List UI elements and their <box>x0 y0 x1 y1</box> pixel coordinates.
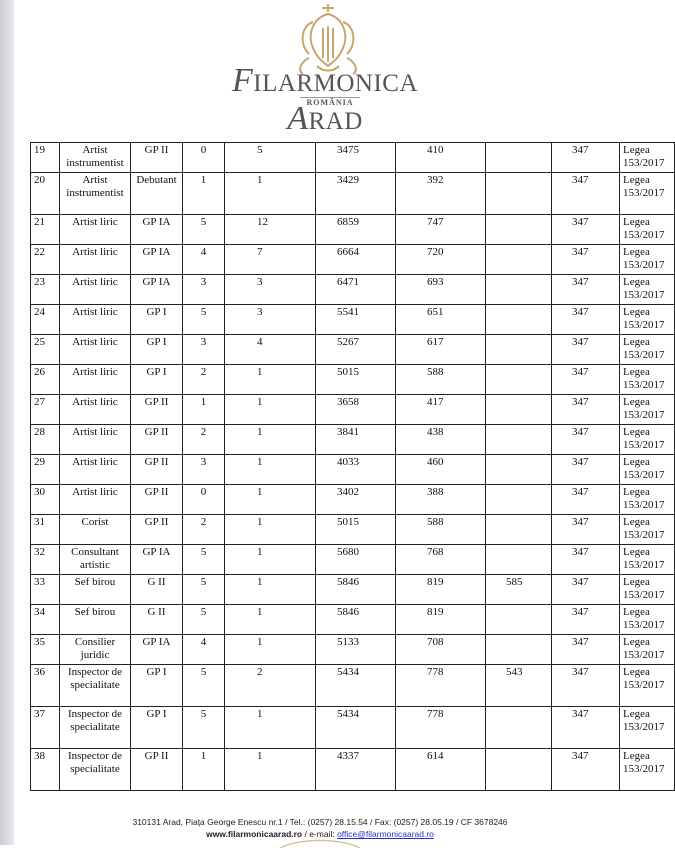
table-row <box>31 455 675 485</box>
cell-c5: 12 <box>225 215 316 245</box>
cell-c4: 5 <box>183 545 225 575</box>
cell-c6: 3429 <box>316 173 396 215</box>
cell-grad: Debutant <box>131 173 183 215</box>
cell-nr: 37 <box>31 707 60 749</box>
cell-c4: 1 <box>183 395 225 425</box>
cell-c10: Legea 153/2017 <box>620 707 675 749</box>
cell-c8 <box>486 395 552 425</box>
cell-nr: 27 <box>31 395 60 425</box>
cell-c8: 585 <box>486 575 552 605</box>
cell-c4: 2 <box>183 365 225 395</box>
cell-c6: 4033 <box>316 455 396 485</box>
cell-c5: 7 <box>225 245 316 275</box>
cell-c5: 1 <box>225 545 316 575</box>
cell-c8 <box>486 455 552 485</box>
cell-c5: 1 <box>225 395 316 425</box>
cell-c7: 392 <box>396 173 486 215</box>
cell-c7: 693 <box>396 275 486 305</box>
cell-grad: GP II <box>131 515 183 545</box>
cell-c6: 5541 <box>316 305 396 335</box>
cell-c7: 460 <box>396 455 486 485</box>
cell-c4: 4 <box>183 245 225 275</box>
cell-c10: Legea 153/2017 <box>620 305 675 335</box>
cell-c6: 3658 <box>316 395 396 425</box>
cell-c7: 778 <box>396 707 486 749</box>
cell-c7: 388 <box>396 485 486 515</box>
cell-grad: GP IA <box>131 635 183 665</box>
cell-c6: 5846 <box>316 575 396 605</box>
cell-grad: GP II <box>131 749 183 791</box>
cell-c6: 5680 <box>316 545 396 575</box>
cell-functie: Inspector de specialitate <box>60 707 131 749</box>
cell-c7: 417 <box>396 395 486 425</box>
cell-nr: 23 <box>31 275 60 305</box>
cell-functie: Consultant artistic <box>60 545 131 575</box>
cell-c10: Legea 153/2017 <box>620 545 675 575</box>
cell-functie: Artist liric <box>60 245 131 275</box>
table-row <box>31 575 675 605</box>
cell-nr: 30 <box>31 485 60 515</box>
cell-c8 <box>486 143 552 173</box>
table-row <box>31 749 675 791</box>
cell-c8 <box>486 605 552 635</box>
cell-functie: Artist instrumentist <box>60 143 131 173</box>
cell-c9: 347 <box>552 335 620 365</box>
cell-c8 <box>486 173 552 215</box>
cell-nr: 35 <box>31 635 60 665</box>
cell-grad: G II <box>131 605 183 635</box>
cell-c8 <box>486 485 552 515</box>
cell-c10: Legea 153/2017 <box>620 575 675 605</box>
cell-nr: 24 <box>31 305 60 335</box>
cell-functie: Artist liric <box>60 395 131 425</box>
cell-nr: 33 <box>31 575 60 605</box>
cell-c7: 768 <box>396 545 486 575</box>
cell-c4: 5 <box>183 605 225 635</box>
cell-c10: Legea 153/2017 <box>620 515 675 545</box>
cell-c10: Legea 153/2017 <box>620 749 675 791</box>
cell-functie: Artist liric <box>60 485 131 515</box>
cell-c5: 1 <box>225 605 316 635</box>
cell-grad: GP IA <box>131 215 183 245</box>
table-row <box>31 365 675 395</box>
footer-address: 310131 Arad, Piața George Enescu nr.1 / Tel.: (0257) 28.15.54 / Fax: (0257) 28.05.19 / CF 3678246 <box>132 817 508 827</box>
cell-c4: 4 <box>183 635 225 665</box>
cell-functie: Inspector de specialitate <box>60 749 131 791</box>
cell-c10: Legea 153/2017 <box>620 245 675 275</box>
cell-c5: 1 <box>225 173 316 215</box>
cell-nr: 38 <box>31 749 60 791</box>
table-row <box>31 665 675 707</box>
table-row <box>31 335 675 365</box>
cell-c5: 1 <box>225 749 316 791</box>
cell-c10: Legea 153/2017 <box>620 665 675 707</box>
cell-c7: 819 <box>396 575 486 605</box>
cell-grad: GP I <box>131 365 183 395</box>
cell-c6: 6664 <box>316 245 396 275</box>
cell-functie: Artist liric <box>60 215 131 245</box>
country-label: ROMÂNIA <box>300 97 360 107</box>
cell-c4: 5 <box>183 215 225 245</box>
cell-nr: 32 <box>31 545 60 575</box>
cell-c5: 1 <box>225 707 316 749</box>
brand-initial-a: A <box>287 100 309 137</box>
cell-c9: 347 <box>552 545 620 575</box>
cell-c4: 1 <box>183 749 225 791</box>
cell-nr: 25 <box>31 335 60 365</box>
cell-c9: 347 <box>552 485 620 515</box>
footer-email-link[interactable]: office@filarmonicaarad.ro <box>337 829 434 839</box>
cell-functie: Artist liric <box>60 365 131 395</box>
cell-nr: 26 <box>31 365 60 395</box>
footer-email-label: / e-mail: <box>302 829 338 839</box>
cell-c9: 347 <box>552 143 620 173</box>
cell-c4: 5 <box>183 575 225 605</box>
cell-functie: Artist liric <box>60 335 131 365</box>
cell-c4: 0 <box>183 485 225 515</box>
cell-c9: 347 <box>552 515 620 545</box>
cell-c7: 651 <box>396 305 486 335</box>
table-row <box>31 395 675 425</box>
brand-word-2: RAD <box>308 108 363 135</box>
cell-c9: 347 <box>552 305 620 335</box>
cell-c8 <box>486 305 552 335</box>
cell-functie: Artist liric <box>60 455 131 485</box>
cell-c4: 1 <box>183 173 225 215</box>
cell-grad: GP II <box>131 455 183 485</box>
cell-c4: 0 <box>183 143 225 173</box>
cell-c8 <box>486 365 552 395</box>
cell-c9: 347 <box>552 635 620 665</box>
cell-c5: 2 <box>225 665 316 707</box>
cell-c4: 3 <box>183 455 225 485</box>
cell-c10: Legea 153/2017 <box>620 635 675 665</box>
cell-c10: Legea 153/2017 <box>620 275 675 305</box>
cell-c5: 1 <box>225 515 316 545</box>
cell-c8 <box>486 749 552 791</box>
cell-nr: 31 <box>31 515 60 545</box>
cell-c8 <box>486 707 552 749</box>
cell-c6: 5434 <box>316 707 396 749</box>
cell-c4: 2 <box>183 425 225 455</box>
cell-c10: Legea 153/2017 <box>620 455 675 485</box>
cell-c9: 347 <box>552 365 620 395</box>
cell-c8 <box>486 635 552 665</box>
cell-c9: 347 <box>552 173 620 215</box>
cell-c5: 1 <box>225 365 316 395</box>
table-row <box>31 275 675 305</box>
cell-grad: GP II <box>131 425 183 455</box>
table-row <box>31 305 675 335</box>
cell-c6: 5267 <box>316 335 396 365</box>
cell-c4: 2 <box>183 515 225 545</box>
cell-c6: 4337 <box>316 749 396 791</box>
cell-c9: 347 <box>552 275 620 305</box>
cell-c9: 347 <box>552 707 620 749</box>
cell-c7: 588 <box>396 515 486 545</box>
cell-c5: 1 <box>225 425 316 455</box>
table-row <box>31 635 675 665</box>
cell-c6: 5015 <box>316 365 396 395</box>
cell-nr: 34 <box>31 605 60 635</box>
cell-c4: 3 <box>183 275 225 305</box>
cell-c10: Legea 153/2017 <box>620 605 675 635</box>
table-row <box>31 485 675 515</box>
cell-grad: GP IA <box>131 545 183 575</box>
cell-c4: 5 <box>183 305 225 335</box>
cell-c8 <box>486 335 552 365</box>
cell-c5: 1 <box>225 485 316 515</box>
cell-c9: 347 <box>552 455 620 485</box>
cell-functie: Sef birou <box>60 575 131 605</box>
cell-c5: 3 <box>225 275 316 305</box>
table-row <box>31 215 675 245</box>
cell-c5: 1 <box>225 575 316 605</box>
cell-c8 <box>486 215 552 245</box>
cell-nr: 29 <box>31 455 60 485</box>
cell-c9: 347 <box>552 245 620 275</box>
cell-c6: 3475 <box>316 143 396 173</box>
cell-grad: GP I <box>131 665 183 707</box>
table-row <box>31 425 675 455</box>
cell-functie: Artist liric <box>60 305 131 335</box>
table-row <box>31 545 675 575</box>
cell-c8 <box>486 515 552 545</box>
cell-c8 <box>486 425 552 455</box>
table-row <box>31 515 675 545</box>
cell-c9: 347 <box>552 665 620 707</box>
cell-functie: Corist <box>60 515 131 545</box>
cell-grad: GP I <box>131 707 183 749</box>
cell-c8 <box>486 275 552 305</box>
cell-c7: 708 <box>396 635 486 665</box>
cell-c5: 3 <box>225 305 316 335</box>
cell-c5: 1 <box>225 455 316 485</box>
table-row <box>31 173 675 215</box>
cell-nr: 20 <box>31 173 60 215</box>
cell-functie: Artist instrumentist <box>60 173 131 215</box>
cell-c4: 5 <box>183 707 225 749</box>
cell-c6: 6859 <box>316 215 396 245</box>
cell-c9: 347 <box>552 215 620 245</box>
cell-c7: 747 <box>396 215 486 245</box>
cell-nr: 36 <box>31 665 60 707</box>
cell-nr: 19 <box>31 143 60 173</box>
footer-ornament <box>270 836 370 848</box>
cell-c7: 617 <box>396 335 486 365</box>
table-row <box>31 245 675 275</box>
cell-grad: GP IA <box>131 245 183 275</box>
cell-functie: Inspector de specialitate <box>60 665 131 707</box>
cell-grad: G II <box>131 575 183 605</box>
cell-grad: GP II <box>131 485 183 515</box>
cell-c7: 588 <box>396 365 486 395</box>
cell-c10: Legea 153/2017 <box>620 425 675 455</box>
cell-functie: Sef birou <box>60 605 131 635</box>
brand-initial-f: F <box>232 62 254 99</box>
cell-grad: GP I <box>131 335 183 365</box>
cell-c7: 438 <box>396 425 486 455</box>
cell-c10: Legea 153/2017 <box>620 143 675 173</box>
salary-table <box>30 142 675 791</box>
cell-c6: 3841 <box>316 425 396 455</box>
cell-c7: 614 <box>396 749 486 791</box>
cell-c9: 347 <box>552 425 620 455</box>
cell-c5: 5 <box>225 143 316 173</box>
cell-c5: 4 <box>225 335 316 365</box>
table-row <box>31 143 675 173</box>
cell-nr: 28 <box>31 425 60 455</box>
cell-grad: GP II <box>131 143 183 173</box>
cell-c6: 5015 <box>316 515 396 545</box>
cell-c10: Legea 153/2017 <box>620 335 675 365</box>
cell-c10: Legea 153/2017 <box>620 365 675 395</box>
footer-website[interactable]: www.filarmonicaarad.ro <box>206 829 303 839</box>
cell-c10: Legea 153/2017 <box>620 485 675 515</box>
cell-grad: GP II <box>131 395 183 425</box>
cell-c8: 543 <box>486 665 552 707</box>
cell-c7: 410 <box>396 143 486 173</box>
cell-c6: 5434 <box>316 665 396 707</box>
cell-c6: 6471 <box>316 275 396 305</box>
cell-c9: 347 <box>552 605 620 635</box>
cell-c7: 720 <box>396 245 486 275</box>
cell-c9: 347 <box>552 575 620 605</box>
cell-c5: 1 <box>225 635 316 665</box>
cell-functie: Artist liric <box>60 275 131 305</box>
cell-nr: 22 <box>31 245 60 275</box>
salary-table-body <box>31 143 675 791</box>
cell-c7: 819 <box>396 605 486 635</box>
cell-functie: Artist liric <box>60 425 131 455</box>
cell-c10: Legea 153/2017 <box>620 173 675 215</box>
cell-grad: GP I <box>131 305 183 335</box>
cell-functie: Consilier juridic <box>60 635 131 665</box>
table-row <box>31 707 675 749</box>
cell-c8 <box>486 245 552 275</box>
cell-c6: 3402 <box>316 485 396 515</box>
cell-c6: 5133 <box>316 635 396 665</box>
cell-grad: GP IA <box>131 275 183 305</box>
salary-table-container <box>30 142 675 791</box>
cell-c6: 5846 <box>316 605 396 635</box>
cell-c7: 778 <box>396 665 486 707</box>
letterhead <box>0 0 640 140</box>
cell-c9: 347 <box>552 395 620 425</box>
cell-c8 <box>486 545 552 575</box>
brand-word-1: ILARMONICA <box>253 70 418 97</box>
cell-c9: 347 <box>552 749 620 791</box>
cell-c4: 5 <box>183 665 225 707</box>
cell-c10: Legea 153/2017 <box>620 395 675 425</box>
cell-nr: 21 <box>31 215 60 245</box>
cell-c10: Legea 153/2017 <box>620 215 675 245</box>
cell-c4: 3 <box>183 335 225 365</box>
table-row <box>31 605 675 635</box>
